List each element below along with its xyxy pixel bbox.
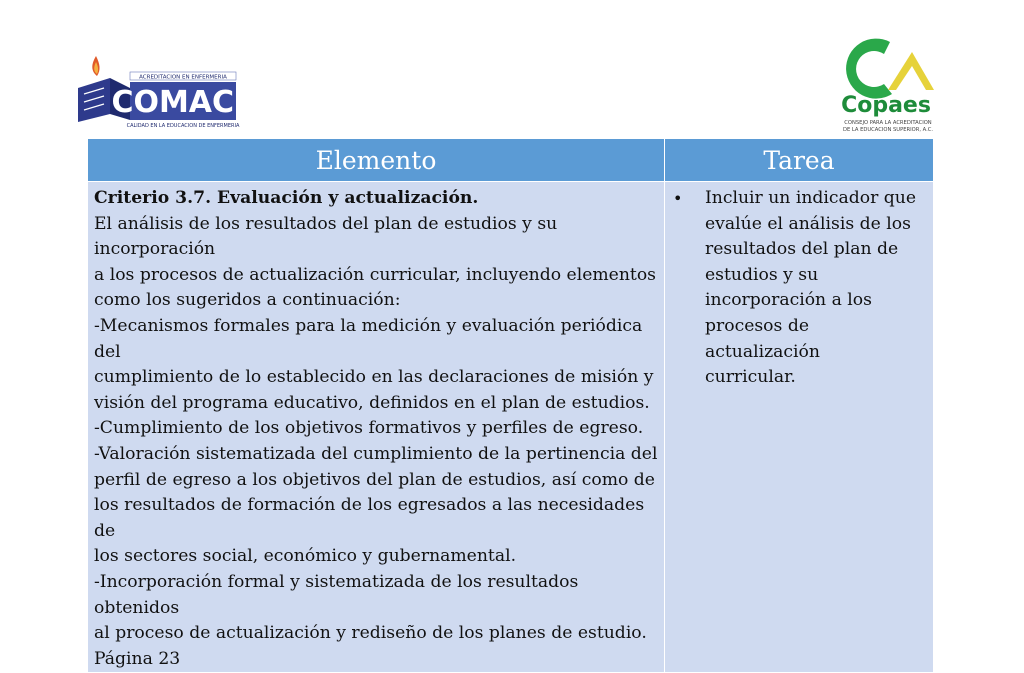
comace-brand: COMACE bbox=[111, 85, 255, 120]
comace-top-text: ACREDITACION EN ENFERMERIA bbox=[139, 74, 227, 81]
tarea-line: resultados del plan de bbox=[705, 239, 899, 260]
elemento-line: cumplimiento de lo establecido en las declaraciones de misión y bbox=[94, 367, 654, 388]
table-row bbox=[88, 182, 934, 673]
elemento-line: a los procesos de actualización curricular, incluyendo elementos bbox=[94, 264, 656, 285]
elemento-line: los sectores social, económico y gubernamental. bbox=[94, 546, 517, 567]
copaes-subtitle-1: CONSEJO PARA LA ACREDITACION bbox=[844, 120, 932, 126]
bullet-icon: • bbox=[673, 189, 683, 208]
elemento-cell bbox=[88, 182, 665, 673]
elemento-line: -Mecanismos formales para la medición y evaluación periódica del bbox=[94, 315, 643, 362]
copaes-brand: Copaes bbox=[841, 93, 931, 118]
elemento-line: perfil de egreso a los objetivos del plan de estudios, así como de bbox=[94, 469, 655, 490]
tarea-line: Incluir un indicador que bbox=[705, 188, 917, 208]
tarea-text bbox=[705, 186, 927, 391]
tarea-bullet-item bbox=[671, 186, 927, 391]
page-reference: Página 23 bbox=[94, 648, 181, 669]
header-tarea: Tarea bbox=[665, 139, 934, 182]
tarea-line: procesos de actualización bbox=[705, 315, 820, 362]
criteria-table bbox=[87, 138, 934, 673]
tarea-cell bbox=[665, 182, 934, 673]
comace-logo bbox=[70, 48, 255, 132]
elemento-line: -Cumplimiento de los objetivos formativos y perfiles de egreso. bbox=[94, 418, 644, 439]
tarea-line: curricular. bbox=[705, 367, 796, 388]
elemento-line: El análisis de los resultados del plan de estudios y su incorporación bbox=[94, 213, 558, 260]
elemento-line: -Incorporación formal y sistematizada de los resultados obtenidos bbox=[94, 571, 579, 618]
tarea-line: incorporación a los bbox=[705, 290, 872, 311]
elemento-line: al proceso de actualización y rediseño de los planes de estudio. bbox=[94, 623, 647, 644]
copaes-subtitle-2: DE LA EDUCACION SUPERIOR, A.C. bbox=[842, 127, 934, 133]
table-header-row bbox=[88, 139, 934, 182]
elemento-line: -Valoración sistematizada del cumplimiento de la pertinencia del bbox=[94, 443, 658, 464]
header-elemento: Elemento bbox=[88, 139, 665, 182]
criterio-title: Criterio 3.7. Evaluación y actualización. bbox=[94, 188, 479, 208]
elemento-line: visión del programa educativo, definidos en el plan de estudios. bbox=[94, 392, 650, 413]
tarea-line: estudios y su bbox=[705, 264, 819, 285]
elemento-line: como los sugeridos a continuación: bbox=[94, 290, 401, 311]
comace-bottom-text: CALIDAD EN LA EDUCACION DE ENFERMERIA bbox=[126, 123, 240, 129]
elemento-line: los resultados de formación de los egresados a las necesidades de bbox=[94, 495, 645, 541]
copaes-logo bbox=[830, 36, 948, 136]
tarea-line: evalúe el análisis de los bbox=[705, 213, 911, 234]
